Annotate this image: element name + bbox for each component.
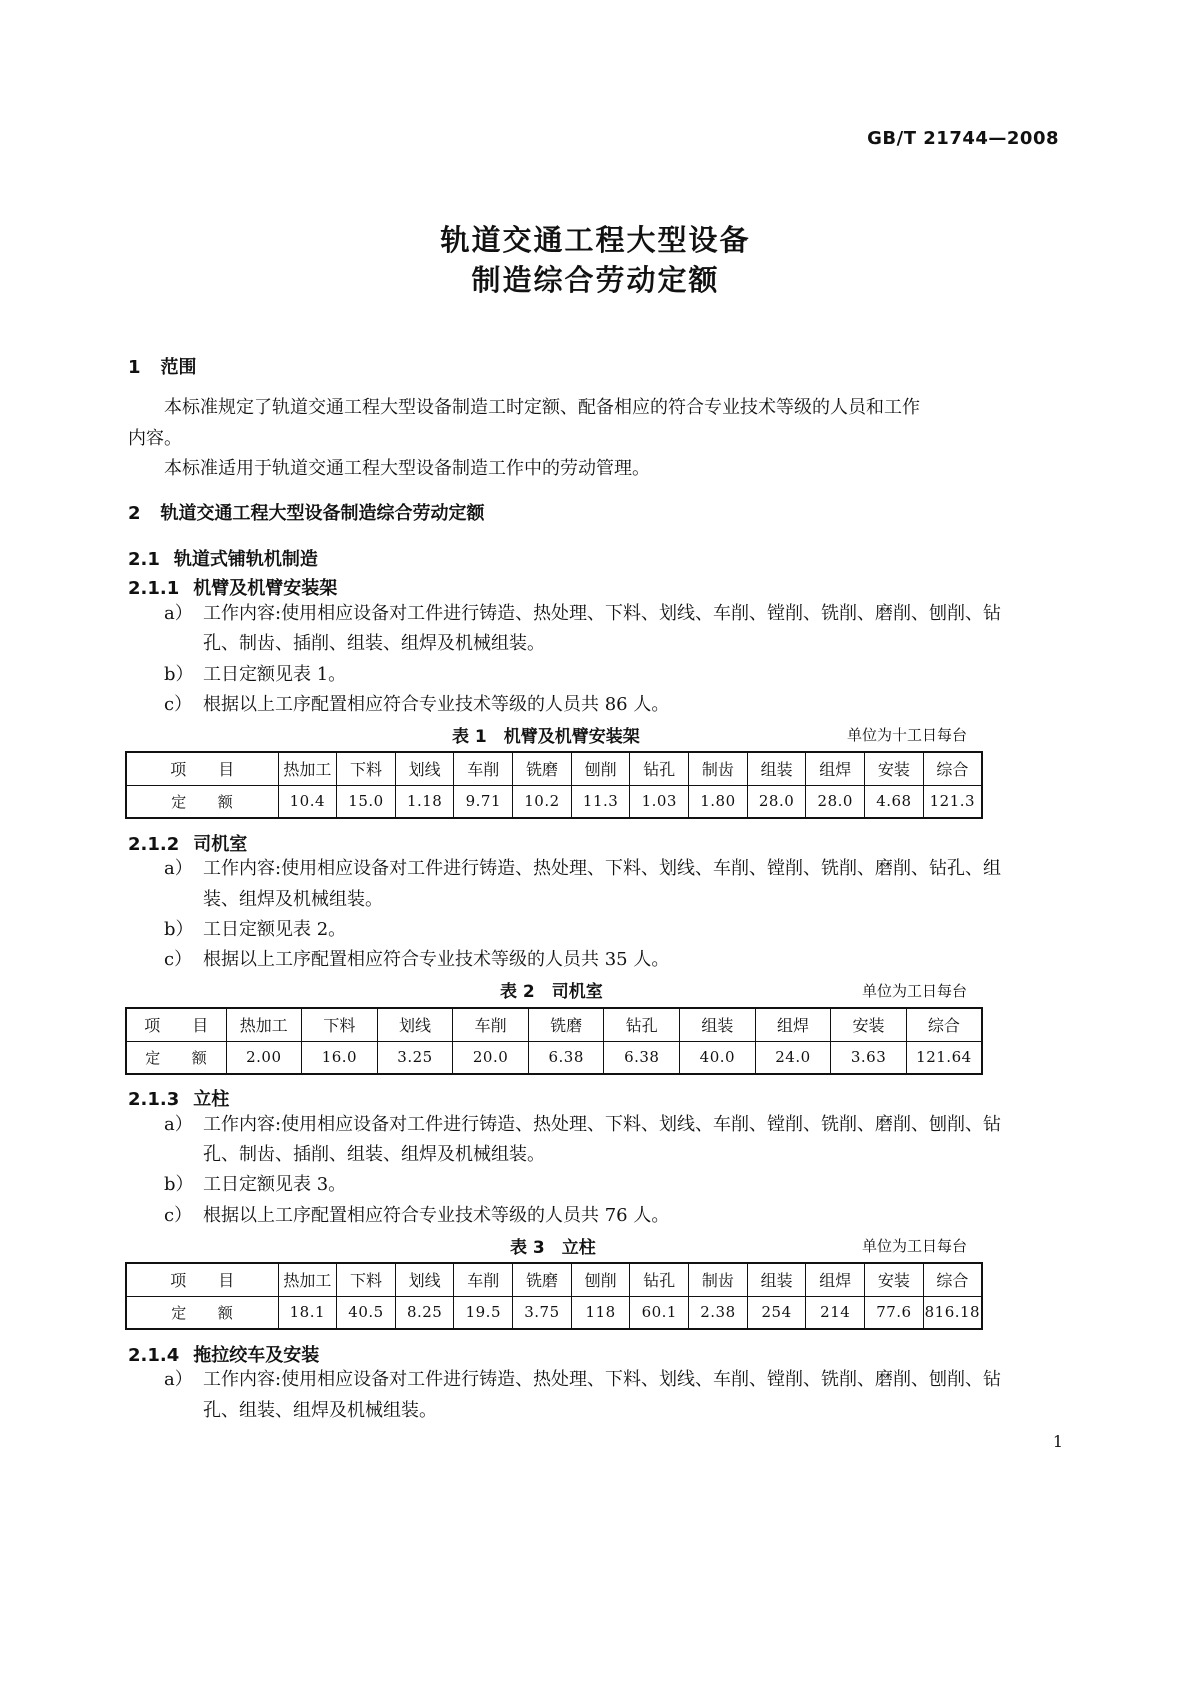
item-c-text: 根据以上工序配置相应符合专业技术等级的人员共 76 人。 xyxy=(203,1205,670,1226)
list-marker-a: a） xyxy=(164,603,193,624)
table-1-value-cell: 28.0 xyxy=(806,785,865,818)
list-marker-a: a） xyxy=(164,1114,193,1135)
table-2-header-cell: 组装 xyxy=(680,1008,756,1041)
table-2-header-cell: 组焊 xyxy=(755,1008,831,1041)
item-a-line2: 装、组焊及机械组装。 xyxy=(203,889,383,910)
table-3-value-cell: 3.75 xyxy=(513,1296,572,1329)
table-1-header-row xyxy=(126,752,982,785)
table-1-header-cell: 铣磨 xyxy=(513,752,572,785)
table-1-value-row xyxy=(126,785,982,818)
table-2-value-row xyxy=(126,1041,982,1074)
table-2-value-cell: 2.00 xyxy=(226,1041,302,1074)
table-2-value-cell: 16.0 xyxy=(302,1041,378,1074)
section-2-1-3-heading xyxy=(128,1085,229,1111)
item-a-line2: 孔、组装、组焊及机械组装。 xyxy=(203,1400,437,1421)
section-2-1-1-number: 2.1.1 xyxy=(128,578,180,599)
table-2-value-cell: 6.38 xyxy=(528,1041,604,1074)
standard-number: GB/T 21744—2008 xyxy=(867,128,1059,149)
table-3-header-cell: 安装 xyxy=(865,1263,924,1296)
doc-title-line1: 轨道交通工程大型设备 xyxy=(440,223,751,257)
table-1-value-cell: 11.3 xyxy=(571,785,630,818)
table-1-value-cell: 10.4 xyxy=(278,785,337,818)
table-3-row-label: 项 目 xyxy=(126,1263,278,1296)
table-2-value-cell: 20.0 xyxy=(453,1041,529,1074)
item-b-text: 工日定额见表 2。 xyxy=(203,919,347,940)
table-1-row-label: 项 目 xyxy=(126,752,278,785)
list-marker-c: c） xyxy=(164,694,193,715)
list-marker-b: b） xyxy=(164,919,194,940)
section-1-number: 1 xyxy=(128,357,141,378)
table-3-value-cell: 254 xyxy=(747,1296,806,1329)
table-1-value-cell: 4.68 xyxy=(865,785,924,818)
table-2-header-cell: 车削 xyxy=(453,1008,529,1041)
table-3-value-cell: 40.5 xyxy=(337,1296,396,1329)
section-2-1-4-title: 拖拉绞车及安装 xyxy=(193,1345,320,1366)
section-2-1-number: 2.1 xyxy=(128,549,160,570)
table-2-unit: 单位为工日每台 xyxy=(861,982,967,1000)
table-1-caption: 表 1 机臂及机臂安装架 xyxy=(452,727,640,747)
table-2-header-cell: 热加工 xyxy=(226,1008,302,1041)
table-3-value-cell: 19.5 xyxy=(454,1296,513,1329)
table-1-unit: 单位为十工日每台 xyxy=(846,726,967,744)
table-3-header-cell: 划线 xyxy=(395,1263,454,1296)
table-2-value-cell: 121.64 xyxy=(906,1041,982,1074)
item-a-line1: 工作内容:使用相应设备对工件进行铸造、热处理、下料、划线、车削、镗削、铣削、磨削、钻孔、组 xyxy=(203,858,1002,879)
table-1-header-cell: 下料 xyxy=(337,752,396,785)
table-3-value-cell: 816.18 xyxy=(923,1296,982,1329)
doc-title-line2: 制造综合劳动定额 xyxy=(471,263,720,297)
table-1-value-cell: 121.3 xyxy=(923,785,982,818)
item-a-line2: 孔、制齿、插削、组装、组焊及机械组装。 xyxy=(203,633,545,654)
list-marker-a: a） xyxy=(164,858,193,879)
table-1-value-cell: 9.71 xyxy=(454,785,513,818)
item-c-text: 根据以上工序配置相应符合专业技术等级的人员共 35 人。 xyxy=(203,949,670,970)
section-1-title: 范围 xyxy=(160,357,197,378)
item-a-line1: 工作内容:使用相应设备对工件进行铸造、热处理、下料、划线、车削、镗削、铣削、磨削、刨削、钻 xyxy=(203,1114,1002,1135)
table-2-header-cell: 钻孔 xyxy=(604,1008,680,1041)
table-2-value-cell: 3.25 xyxy=(377,1041,453,1074)
table-1-header-cell: 制齿 xyxy=(689,752,748,785)
table-3-header-cell: 组焊 xyxy=(806,1263,865,1296)
list-marker-a: a） xyxy=(164,1369,193,1390)
section-2-title: 轨道交通工程大型设备制造综合劳动定额 xyxy=(160,503,485,524)
table-3-header-cell: 组装 xyxy=(747,1263,806,1296)
section-2-1-2-title: 司机室 xyxy=(193,834,248,855)
item-b-text: 工日定额见表 3。 xyxy=(203,1174,347,1195)
table-3-header-row xyxy=(126,1263,982,1296)
table-2-header-cell: 划线 xyxy=(377,1008,453,1041)
table-1-value-cell: 1.18 xyxy=(395,785,454,818)
table-2-header-row xyxy=(126,1008,982,1041)
table-1-value-cell: 15.0 xyxy=(337,785,396,818)
list-marker-b: b） xyxy=(164,1174,194,1195)
table-1-header-cell: 组焊 xyxy=(806,752,865,785)
section-1-para2: 本标准适用于轨道交通工程大型设备制造工作中的劳动管理。 xyxy=(164,458,650,479)
table-1-value-cell: 10.2 xyxy=(513,785,572,818)
table-2-header-cell: 下料 xyxy=(302,1008,378,1041)
table-1-header-cell: 刨削 xyxy=(571,752,630,785)
table-3-value-cell: 2.38 xyxy=(689,1296,748,1329)
table-2-value-cell: 40.0 xyxy=(680,1041,756,1074)
section-2-1-3-title: 立柱 xyxy=(193,1089,230,1110)
item-a-line2: 孔、制齿、插削、组装、组焊及机械组装。 xyxy=(203,1144,545,1165)
table-2 xyxy=(125,1007,983,1075)
section-1-para1-line2: 内容。 xyxy=(128,428,182,449)
table-1-header-cell: 安装 xyxy=(865,752,924,785)
section-2-heading xyxy=(128,499,485,525)
item-a-line1: 工作内容:使用相应设备对工件进行铸造、热处理、下料、划线、车削、镗削、铣削、磨削、刨削、钻 xyxy=(203,1369,1002,1390)
table-3-header-cell: 刨削 xyxy=(571,1263,630,1296)
table-2-header-cell: 综合 xyxy=(906,1008,982,1041)
page-number: 1 xyxy=(1052,1432,1063,1451)
table-3-value-row xyxy=(126,1296,982,1329)
table-2-value-cell: 3.63 xyxy=(831,1041,907,1074)
table-3-header-cell: 热加工 xyxy=(278,1263,337,1296)
section-2-1-2-number: 2.1.2 xyxy=(128,834,180,855)
table-1-header-cell: 热加工 xyxy=(278,752,337,785)
section-2-1-title: 轨道式铺轨机制造 xyxy=(173,549,318,570)
table-2-value-cell: 6.38 xyxy=(604,1041,680,1074)
item-b-text: 工日定额见表 1。 xyxy=(203,664,347,685)
list-marker-c: c） xyxy=(164,1205,193,1226)
table-3-row-label: 定 额 xyxy=(126,1296,278,1329)
section-1-para1-line1: 本标准规定了轨道交通工程大型设备制造工时定额、配备相应的符合专业技术等级的人员和工作 xyxy=(164,397,920,418)
table-2-row-label: 定 额 xyxy=(126,1041,226,1074)
table-1 xyxy=(125,751,983,819)
table-1-header-cell: 综合 xyxy=(923,752,982,785)
table-1-header-cell: 组装 xyxy=(747,752,806,785)
section-2-1-1-heading xyxy=(128,574,337,600)
table-3-unit: 单位为工日每台 xyxy=(861,1237,967,1255)
table-3-value-cell: 77.6 xyxy=(865,1296,924,1329)
table-3-value-cell: 214 xyxy=(806,1296,865,1329)
table-3-value-cell: 18.1 xyxy=(278,1296,337,1329)
table-3-header-cell: 制齿 xyxy=(689,1263,748,1296)
table-3-header-cell: 铣磨 xyxy=(513,1263,572,1296)
table-1-header-cell: 钻孔 xyxy=(630,752,689,785)
section-2-1-1-title: 机臂及机臂安装架 xyxy=(193,578,338,599)
table-2-row-label: 项 目 xyxy=(126,1008,226,1041)
table-2-value-cell: 24.0 xyxy=(755,1041,831,1074)
table-1-header-cell: 车削 xyxy=(454,752,513,785)
section-2-1-4-number: 2.1.4 xyxy=(128,1345,180,1366)
table-1-row-label: 定 额 xyxy=(126,785,278,818)
table-3-header-cell: 车削 xyxy=(454,1263,513,1296)
table-3 xyxy=(125,1262,983,1330)
table-1-value-cell: 28.0 xyxy=(747,785,806,818)
section-1-heading xyxy=(128,353,197,379)
item-c-text: 根据以上工序配置相应符合专业技术等级的人员共 86 人。 xyxy=(203,694,670,715)
section-2-1-heading xyxy=(128,545,318,571)
list-marker-b: b） xyxy=(164,664,194,685)
table-3-value-cell: 118 xyxy=(571,1296,630,1329)
section-2-1-3-number: 2.1.3 xyxy=(128,1089,180,1110)
table-3-value-cell: 8.25 xyxy=(395,1296,454,1329)
table-1-value-cell: 1.80 xyxy=(689,785,748,818)
table-2-caption: 表 2 司机室 xyxy=(500,982,603,1002)
list-marker-c: c） xyxy=(164,949,193,970)
table-2-header-cell: 铣磨 xyxy=(528,1008,604,1041)
table-3-header-cell: 综合 xyxy=(923,1263,982,1296)
table-1-header-cell: 划线 xyxy=(395,752,454,785)
table-3-header-cell: 下料 xyxy=(337,1263,396,1296)
table-3-value-cell: 60.1 xyxy=(630,1296,689,1329)
item-a-line1: 工作内容:使用相应设备对工件进行铸造、热处理、下料、划线、车削、镗削、铣削、磨削、刨削、钻 xyxy=(203,603,1002,624)
table-3-caption: 表 3 立柱 xyxy=(510,1238,596,1258)
section-2-number: 2 xyxy=(128,503,141,524)
table-1-value-cell: 1.03 xyxy=(630,785,689,818)
table-2-header-cell: 安装 xyxy=(831,1008,907,1041)
table-3-header-cell: 钻孔 xyxy=(630,1263,689,1296)
